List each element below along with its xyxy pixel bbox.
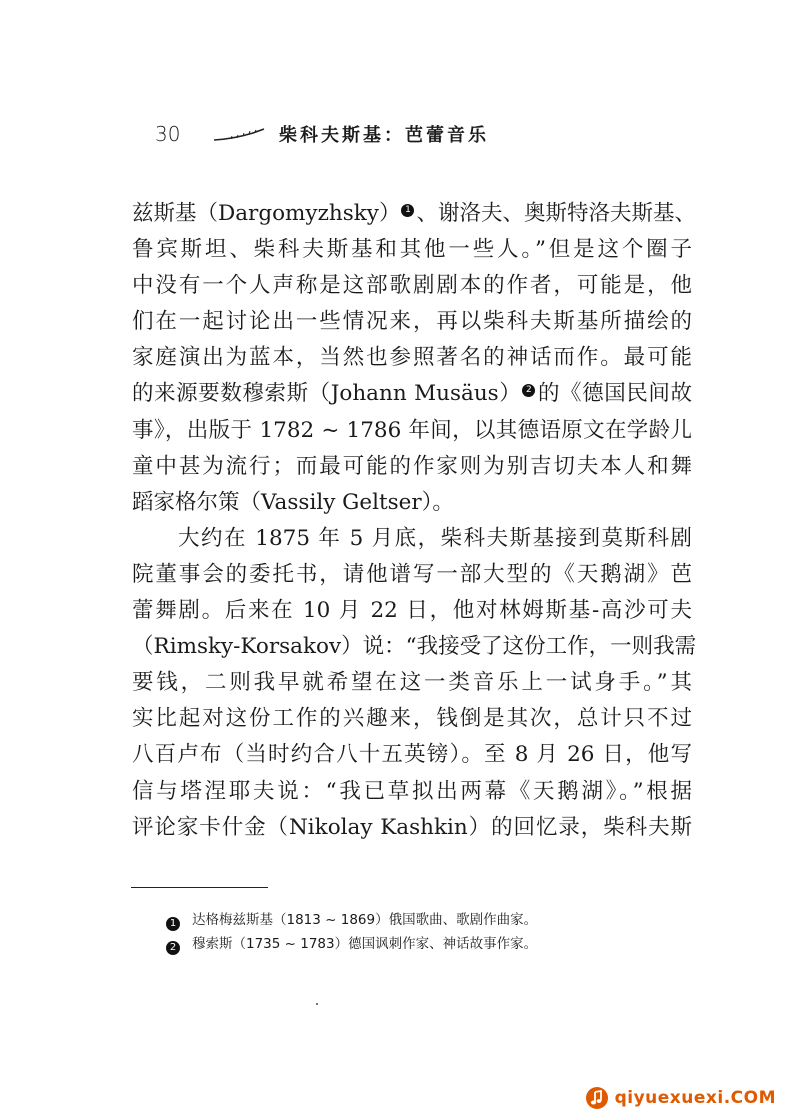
text-line: 鲁宾斯坦、柴科夫斯基和其他一些人。”但是这个圈子 (132, 237, 692, 263)
text-line: 八百卢布（当时约合八十五英镑）。至 8 月 26 日，他写 (132, 742, 692, 768)
scan-speck (316, 1003, 318, 1005)
text-line: 评论家卡什金（Nikolay Kashkin）的回忆录，柴科夫斯 (132, 814, 692, 840)
text-line: 要钱，二则我早就希望在这一类音乐上一试身手。”其 (132, 670, 692, 696)
watermark-text: qiyuexuexi.COM (614, 1088, 776, 1108)
text-line: 蕾舞剧。后来在 10 月 22 日，他对林姆斯基-高沙可夫 (132, 598, 692, 624)
text-line (132, 196, 696, 232)
text-line: 家庭演出为蓝本，当然也参照著名的神话而作。最可能 (132, 345, 692, 371)
text-line (132, 376, 692, 412)
text-line: 中没有一个人声称是这部歌剧剧本的作者，可能是，他 (132, 273, 692, 299)
text-segment: 兹斯基（Dargomyzhsky） (132, 201, 401, 226)
footnote-divider (131, 887, 268, 888)
footnotes (166, 908, 686, 956)
text-line: 大约在 1875 年 5 月底，柴科夫斯基接到莫斯科剧 (178, 525, 692, 551)
text-line: 事》，出版于 1782 ~ 1786 年间，以其德语原文在学龄儿 (132, 417, 692, 443)
text-segment: 的来源要数穆索斯（Johann Musäus） (132, 381, 522, 407)
header-ornament-icon (213, 128, 265, 142)
text-line: 童中甚为流行；而最可能的作家则为别吉切夫本人和舞 (132, 453, 692, 479)
footnote-1 (166, 908, 686, 932)
text-line: 蹈家格尔策（Vassily Geltser）。 (132, 489, 454, 515)
watermark (585, 1085, 776, 1111)
page-number: 30 (155, 122, 181, 146)
footnote-text: 穆索斯（1735 ~ 1783）德国讽刺作家、神话故事作家。 (192, 936, 538, 952)
book-title: 柴科夫斯基：芭蕾音乐 (279, 125, 489, 146)
footnote-marker: 2 (166, 941, 180, 955)
text-line: （Rimsky-Korsakov）说：“我接受了这份工作，一则我需 (132, 634, 697, 660)
footnote-ref: 2 (522, 384, 535, 397)
footnote-ref: 1 (401, 204, 414, 217)
text-segment: 的《德国民间故 (537, 381, 692, 407)
text-line: 信与塔涅耶夫说：“我已草拟出两幕《天鹅湖》。”根据 (132, 778, 692, 804)
text-line: 院董事会的委托书，请他谱写一部大型的《天鹅湖》芭 (132, 561, 692, 587)
text-segment: 、谢洛夫、奥斯特洛夫斯基、 (416, 201, 696, 226)
text-line: 实比起对这份工作的兴趣来，钱倒是其次，总计只不过 (132, 706, 692, 732)
footnote-marker: 1 (166, 917, 180, 931)
music-note-logo-icon (585, 1086, 609, 1110)
footnote-2 (166, 932, 686, 956)
footnote-text: 达格梅兹斯基（1813 ~ 1869）俄国歌曲、歌剧作曲家。 (192, 912, 538, 928)
body-text (132, 196, 697, 846)
text-line: 们在一起讨论出一些情况来，再以柴科夫斯基所描绘的 (132, 309, 692, 335)
